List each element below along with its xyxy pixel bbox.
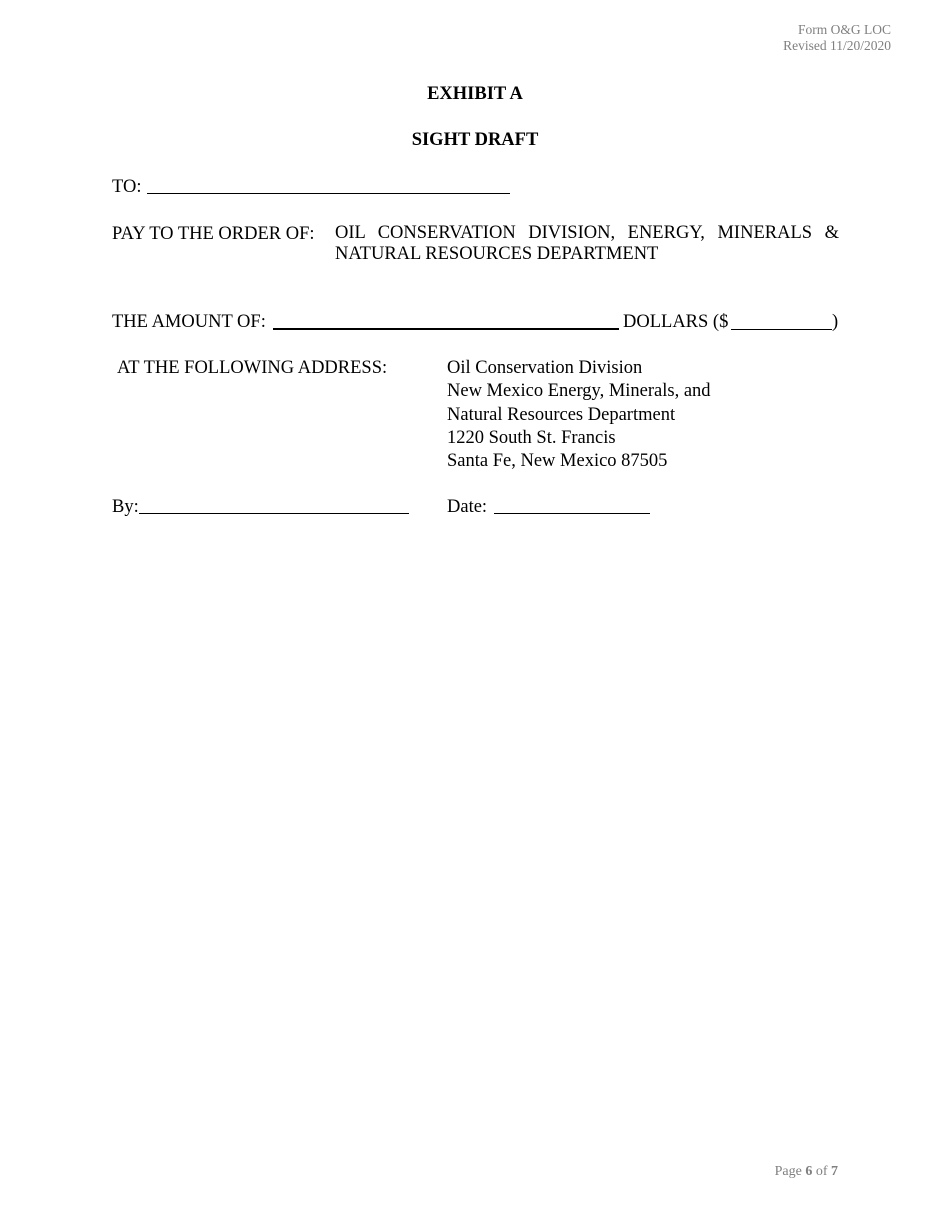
address-line: 1220 South St. Francis <box>447 427 616 448</box>
address-line: Santa Fe, New Mexico 87505 <box>447 451 668 472</box>
address-block <box>447 357 711 473</box>
page-number <box>775 1164 838 1180</box>
address-line: Natural Resources Department <box>447 404 676 425</box>
payee-line-2: NATURAL RESOURCES DEPARTMENT <box>335 244 659 264</box>
amount-label: THE AMOUNT OF: <box>112 312 266 332</box>
form-name: Form O&G LOC <box>797 22 891 37</box>
address-label: AT THE FOLLOWING ADDRESS: <box>117 358 388 378</box>
address-line: New Mexico Energy, Minerals, and <box>447 381 711 402</box>
page-current: 6 <box>805 1164 813 1179</box>
sight-draft-heading: SIGHT DRAFT <box>411 130 539 150</box>
to-label: TO: <box>112 177 142 197</box>
pay-to-label: PAY TO THE ORDER OF: <box>112 224 315 244</box>
by-blank-line <box>139 513 409 514</box>
address-line: Oil Conservation Division <box>447 358 643 378</box>
dollars-label: DOLLARS ($ <box>623 312 729 332</box>
page-total: 7 <box>831 1164 838 1179</box>
by-label: By: <box>112 497 139 517</box>
page-word: Page <box>774 1164 802 1179</box>
amount-blank-line <box>273 328 619 330</box>
date-blank-line <box>494 513 650 514</box>
form-revised: Revised 11/20/2020 <box>783 38 891 53</box>
payee-line-1: OIL CONSERVATION DIVISION, ENERGY, MINERALS & <box>335 223 839 243</box>
date-label: Date: <box>447 497 488 517</box>
exhibit-heading: EXHIBIT A <box>427 84 523 104</box>
form-meta <box>783 22 891 54</box>
payee-block <box>335 223 839 265</box>
dollars-close-paren: ) <box>832 312 839 332</box>
page-of-word: of <box>815 1164 828 1179</box>
dollars-blank-line <box>731 329 832 330</box>
to-blank-line <box>147 193 510 194</box>
